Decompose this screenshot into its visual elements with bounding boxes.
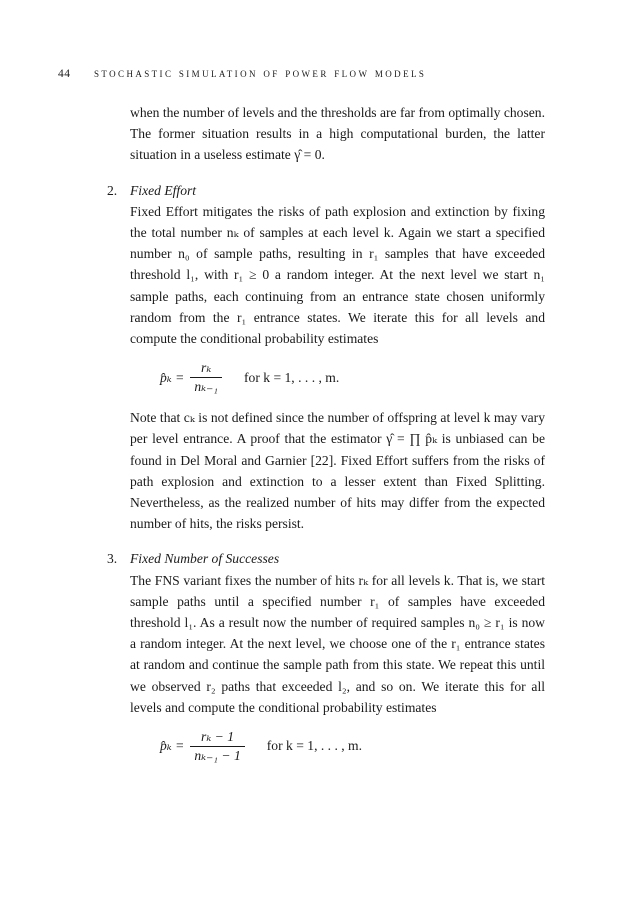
page-header — [58, 66, 578, 81]
item-number: 3. — [107, 551, 118, 567]
equation-lhs: p̂ₖ = — [160, 738, 185, 754]
item-title: Fixed Number of Successes — [130, 551, 280, 567]
item-paragraph: Fixed Effort mitigates the risks of path explosion and extinction by fixing the total number nₖ of samples at each level k. Again we start a specified number n₀ of sample paths, resulting in r₁ samples that have exceeded threshold l₁, with r₁ ≥ 0 a random integer. At the next level we start n₁ sample paths, each continuing from an entrance state chosen uniformly random from the r₁ entrance states. We iterate this for all levels and compute the conditional probability estimates — [130, 203, 545, 347]
item-number: 2. — [107, 182, 118, 198]
list-item-fixed-number-of-successes — [107, 548, 545, 768]
item-paragraph: The FNS variant fixes the number of hits rₖ for all levels k. That is, we start sample paths until a specified number r₁ of samples have exceeded threshold l₁. As a result now the number of required samples n₀ ≥ r₁ is now a random integer. At the next level, we choose one of the r₁ entrance states at random and continue the sample path from this state. We repeat this until we observed r₂ paths that exceeded l₂, and so on. We iterate this for all levels and compute the conditional probability estimates — [130, 572, 545, 715]
equation-condition: for k = 1, . . . , m. — [266, 738, 363, 754]
equation — [160, 355, 545, 399]
running-title: stochastic simulation of power flow models — [94, 66, 427, 80]
fraction-numerator: rₖ — [201, 359, 212, 375]
equation-fraction — [190, 359, 222, 396]
fraction-denominator: nₖ₋₁ − 1 — [190, 746, 244, 765]
equation-fraction — [190, 728, 244, 765]
equation — [160, 724, 545, 768]
item-paragraph: Note that cₖ is not defined since the number of offspring at level k may vary per level entrance. A proof that the estimator γ̂ = ∏ p̂ₖ is unbiased can be found in Del Moral and Garnier [22]. Fixed Effort suffers from the risks of path explosion and extinction to a lesser extent than Fixed Splitting. Nevertheless, as the realized number of hits may differ from the expected number of hits, the risks persist. — [130, 410, 545, 532]
page-body — [107, 102, 545, 776]
equation-condition: for k = 1, . . . , m. — [244, 369, 340, 385]
fraction-numerator: rₖ − 1 — [201, 728, 235, 744]
item-title: Fixed Effort — [130, 182, 197, 198]
list-item-fixed-effort — [107, 180, 545, 535]
equation-lhs: p̂ₖ = — [160, 369, 185, 385]
page-number: 44 — [58, 68, 71, 80]
intro-paragraph: when the number of levels and the thresholds are far from optimally chosen. The former situation results in a high computational burden, the latter situation in a useless estimate γ̂ = 0. — [130, 105, 545, 163]
fraction-denominator: nₖ₋₁ — [190, 377, 222, 396]
